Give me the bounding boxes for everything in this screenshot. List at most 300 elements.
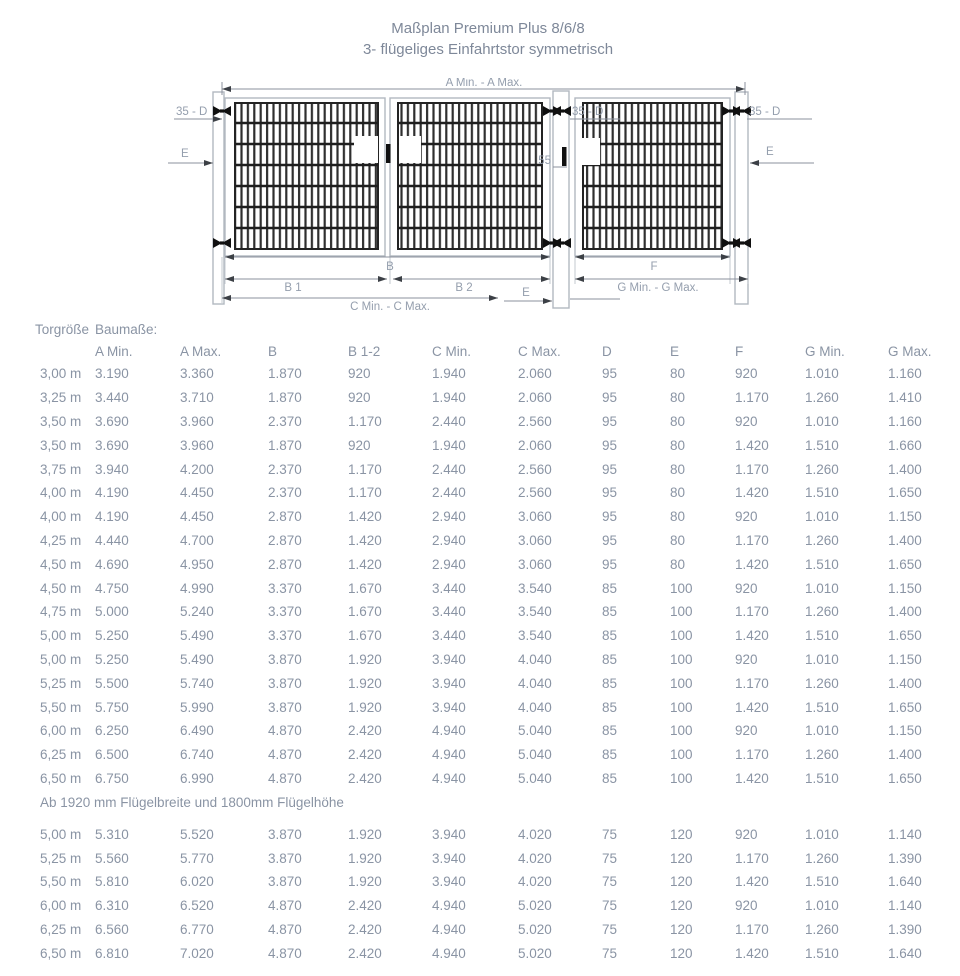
table-cell: 1.920 — [348, 651, 382, 667]
table-cell: 2.370 — [268, 485, 302, 501]
dim-label-e-right: E — [766, 146, 774, 158]
table-cell: 5.750 — [95, 699, 129, 715]
table-cell: 3.370 — [268, 628, 302, 644]
table-cell: 1.260 — [805, 850, 839, 866]
table-cell: 6.740 — [180, 747, 214, 763]
dimension-table — [35, 318, 960, 965]
table-cell: 1.150 — [888, 723, 922, 739]
table-cell: 4.040 — [518, 675, 552, 691]
table-cell: 1.400 — [888, 532, 922, 548]
table-cell: 80 — [670, 461, 686, 477]
table-cell: 1.400 — [888, 604, 922, 620]
table-cell: 6.520 — [180, 898, 214, 914]
table-body-2 — [35, 822, 960, 965]
table-cell: 4,00 m — [40, 509, 82, 525]
table-cell: 3.060 — [518, 532, 552, 548]
table-cell: 4,50 m — [40, 580, 82, 596]
table-cell: 1.650 — [888, 770, 922, 786]
table-cell: 6.810 — [95, 945, 129, 961]
table-cell: 3.710 — [180, 390, 214, 406]
table-cell: 4.440 — [95, 532, 129, 548]
table-cell: 3.690 — [95, 437, 129, 453]
table-cell: 1.260 — [805, 921, 839, 937]
table-cell: 100 — [670, 770, 693, 786]
table-cell: 5,00 m — [40, 826, 82, 842]
table-cell: 1.650 — [888, 556, 922, 572]
table-cell: 5,00 m — [40, 651, 82, 667]
table-cell: 920 — [735, 826, 758, 842]
table-header-columns — [35, 340, 960, 362]
table-cell: 100 — [670, 628, 693, 644]
table-cell: 1.510 — [805, 485, 839, 501]
table-cell: 1.010 — [805, 826, 839, 842]
table-cell: 5.250 — [95, 651, 129, 667]
table-cell: 6,25 m — [40, 921, 82, 937]
column-header: G Min. — [805, 343, 845, 359]
table-cell: 4.870 — [268, 945, 302, 961]
table-cell: 3.440 — [432, 628, 466, 644]
table-cell: 4.870 — [268, 898, 302, 914]
table-cell: 6.560 — [95, 921, 129, 937]
table-cell: 1.510 — [805, 874, 839, 890]
table-cell: 1.260 — [805, 532, 839, 548]
lock-bar-post — [562, 147, 567, 166]
table-cell: 3,25 m — [40, 390, 82, 406]
table-cell: 2.440 — [432, 413, 466, 429]
table-cell: 5.990 — [180, 699, 214, 715]
table-cell: 1.140 — [888, 898, 922, 914]
table-cell: 100 — [670, 604, 693, 620]
table-cell: 1.420 — [735, 699, 769, 715]
table-cell: 1.170 — [735, 532, 769, 548]
column-header: B 1-2 — [348, 343, 381, 359]
table-cell: 1.940 — [432, 437, 466, 453]
table-cell: 4.020 — [518, 850, 552, 866]
table-cell: 1.420 — [735, 556, 769, 572]
table-cell: 80 — [670, 366, 686, 382]
table-cell: 75 — [602, 850, 618, 866]
table-cell: 4.020 — [518, 874, 552, 890]
dim-label-55: 55 — [538, 155, 551, 167]
lock-bar-center — [386, 144, 391, 163]
table-cell: 1.010 — [805, 651, 839, 667]
table-cell: 1.870 — [268, 390, 302, 406]
table-cell: 920 — [735, 413, 758, 429]
table-cell: 6.310 — [95, 898, 129, 914]
table-cell: 3.540 — [518, 628, 552, 644]
table-cell: 3,75 m — [40, 461, 82, 477]
table-cell: 1.650 — [888, 628, 922, 644]
table-cell: 80 — [670, 390, 686, 406]
table-cell: 4,50 m — [40, 556, 82, 572]
table-cell: 1.510 — [805, 628, 839, 644]
table-cell: 2.420 — [348, 747, 382, 763]
table-row — [35, 894, 960, 918]
table-cell: 6.020 — [180, 874, 214, 890]
table-cell: 100 — [670, 747, 693, 763]
dim-label-e-bottom: E — [522, 287, 530, 299]
table-cell: 2.560 — [518, 413, 552, 429]
table-cell: 3.440 — [432, 580, 466, 596]
table-cell: 1.390 — [888, 921, 922, 937]
table-cell: 5.000 — [95, 604, 129, 620]
column-header: A Min. — [95, 343, 133, 359]
table-cell: 75 — [602, 921, 618, 937]
gate-diagram-svg — [168, 78, 816, 324]
table-cell: 2.370 — [268, 461, 302, 477]
right-post — [735, 92, 748, 304]
dim-label-d-mid: 35 - D — [572, 106, 604, 118]
table-cell: 2.940 — [432, 509, 466, 525]
table-cell: 1.170 — [348, 461, 382, 477]
table-cell: 3.960 — [180, 413, 214, 429]
column-header: E — [670, 343, 680, 359]
table-cell: 1.420 — [735, 874, 769, 890]
table-cell: 100 — [670, 675, 693, 691]
table-cell: 1.010 — [805, 509, 839, 525]
table-cell: 920 — [735, 651, 758, 667]
table-cell: 1.940 — [432, 366, 466, 382]
table-cell: 920 — [735, 366, 758, 382]
table-cell: 2.560 — [518, 461, 552, 477]
column-header: G Max. — [888, 343, 932, 359]
table-cell: 3.940 — [432, 699, 466, 715]
table-cell: 2.420 — [348, 921, 382, 937]
table-cell: 5.310 — [95, 826, 129, 842]
table-cell: 4.870 — [268, 723, 302, 739]
table-cell: 920 — [735, 898, 758, 914]
lock-cutout-wing-2 — [399, 136, 421, 163]
table-cell: 1.010 — [805, 723, 839, 739]
table-row — [35, 410, 960, 434]
column-header: B — [268, 343, 278, 359]
table-cell: 1.410 — [888, 390, 922, 406]
table-row — [35, 529, 960, 553]
middle-post — [553, 91, 569, 308]
table-cell: 3.690 — [95, 413, 129, 429]
table-cell: 1.010 — [805, 413, 839, 429]
table-cell: 4.940 — [432, 898, 466, 914]
table-row — [35, 481, 960, 505]
table-cell: 4.040 — [518, 699, 552, 715]
table-cell: 3.940 — [432, 850, 466, 866]
table-header-group — [35, 318, 960, 340]
table-row — [35, 576, 960, 600]
gate-drawing — [168, 78, 816, 329]
table-cell: 1.170 — [735, 390, 769, 406]
table-cell: 5.040 — [518, 723, 552, 739]
table-cell: 6,25 m — [40, 747, 82, 763]
table-cell: 3.870 — [268, 699, 302, 715]
dim-label-e-left: E — [181, 148, 189, 160]
table-cell: 95 — [602, 413, 618, 429]
table-cell: 5.020 — [518, 921, 552, 937]
table-cell: 5,25 m — [40, 675, 82, 691]
table-cell: 3.870 — [268, 850, 302, 866]
table-cell: 1.640 — [888, 874, 922, 890]
table-cell: 75 — [602, 898, 618, 914]
table-cell: 2.870 — [268, 532, 302, 548]
table-cell: 1.170 — [735, 461, 769, 477]
dim-label-d-right: 35 - D — [749, 106, 781, 118]
table-row — [35, 457, 960, 481]
table-cell: 4.750 — [95, 580, 129, 596]
table-cell: 95 — [602, 485, 618, 501]
table-row — [35, 719, 960, 743]
table-cell: 85 — [602, 604, 618, 620]
table-cell: 1.170 — [348, 485, 382, 501]
table-cell: 2.060 — [518, 366, 552, 382]
table-cell: 5.490 — [180, 628, 214, 644]
table-cell: 3.440 — [432, 604, 466, 620]
table-cell: 6.990 — [180, 770, 214, 786]
table-cell: 1.920 — [348, 826, 382, 842]
table-cell: 5.020 — [518, 898, 552, 914]
table-cell: 1.260 — [805, 675, 839, 691]
table-cell: 3.370 — [268, 580, 302, 596]
table-cell: 1.670 — [348, 580, 382, 596]
dim-label-b1: B 1 — [284, 282, 302, 294]
column-header: C Min. — [432, 343, 472, 359]
table-cell: 6.500 — [95, 747, 129, 763]
table-cell: 4.450 — [180, 485, 214, 501]
table-cell: 5.240 — [180, 604, 214, 620]
table-cell: 1.510 — [805, 945, 839, 961]
table-cell: 1.510 — [805, 770, 839, 786]
table-row — [35, 505, 960, 529]
table-row — [35, 743, 960, 767]
table-cell: 3.940 — [432, 675, 466, 691]
table-cell: 1.920 — [348, 874, 382, 890]
table-cell: 5.740 — [180, 675, 214, 691]
table-cell: 80 — [670, 532, 686, 548]
table-cell: 120 — [670, 921, 693, 937]
table-cell: 4.940 — [432, 921, 466, 937]
table-cell: 1.420 — [735, 485, 769, 501]
dim-label-g: G Min. - G Max. — [617, 282, 699, 294]
table-cell: 3.540 — [518, 580, 552, 596]
table-cell: 3.440 — [95, 390, 129, 406]
table-cell: 4.940 — [432, 945, 466, 961]
table-cell: 4,75 m — [40, 604, 82, 620]
table-cell: 3.360 — [180, 366, 214, 382]
table-cell: 100 — [670, 651, 693, 667]
table-cell: 1.170 — [348, 413, 382, 429]
table-cell: 5.520 — [180, 826, 214, 842]
table-cell: 1.870 — [268, 437, 302, 453]
table-cell: 1.420 — [735, 770, 769, 786]
table-cell: 95 — [602, 437, 618, 453]
table-row — [35, 822, 960, 846]
table-cell: 75 — [602, 826, 618, 842]
table-cell: 1.870 — [268, 366, 302, 382]
table-cell: 1.260 — [805, 390, 839, 406]
table-cell: 1.010 — [805, 366, 839, 382]
table-cell: 80 — [670, 413, 686, 429]
table-cell: 3.870 — [268, 651, 302, 667]
table-cell: 5.040 — [518, 770, 552, 786]
table-cell: 2.060 — [518, 390, 552, 406]
table-cell: 7.020 — [180, 945, 214, 961]
table-cell: 6.770 — [180, 921, 214, 937]
table-cell: 6,00 m — [40, 723, 82, 739]
table-cell: 5.500 — [95, 675, 129, 691]
table-cell: 1.400 — [888, 461, 922, 477]
table-cell: 1.420 — [348, 509, 382, 525]
table-cell: 3,50 m — [40, 437, 82, 453]
table-cell: 3.940 — [432, 826, 466, 842]
table-cell: 5,50 m — [40, 699, 82, 715]
table-cell: 1.160 — [888, 366, 922, 382]
table-cell: 4.690 — [95, 556, 129, 572]
table-cell: 4.190 — [95, 485, 129, 501]
table-cell: 5.020 — [518, 945, 552, 961]
table-cell: 80 — [670, 437, 686, 453]
table-cell: 3.870 — [268, 826, 302, 842]
table-cell: 4.870 — [268, 747, 302, 763]
table-cell: 2.870 — [268, 509, 302, 525]
table-cell: 120 — [670, 898, 693, 914]
table-row — [35, 941, 960, 965]
table-cell: 4.940 — [432, 723, 466, 739]
table-cell: 1.670 — [348, 604, 382, 620]
table-cell: 920 — [348, 390, 371, 406]
column-header-torgroesse: Torgröße — [35, 321, 90, 337]
table-cell: 80 — [670, 556, 686, 572]
table-cell: 85 — [602, 699, 618, 715]
table-cell: 5.250 — [95, 628, 129, 644]
table-row — [35, 624, 960, 648]
table-cell: 1.140 — [888, 826, 922, 842]
table-cell: 2.060 — [518, 437, 552, 453]
table-cell: 5.040 — [518, 747, 552, 763]
table-cell: 95 — [602, 556, 618, 572]
table-cell: 3.960 — [180, 437, 214, 453]
table-cell: 3.940 — [432, 874, 466, 890]
table-cell: 1.420 — [348, 532, 382, 548]
table-cell: 2.420 — [348, 898, 382, 914]
table-cell: 4,25 m — [40, 532, 82, 548]
table-row — [35, 918, 960, 942]
table-cell: 75 — [602, 945, 618, 961]
table-cell: 6.750 — [95, 770, 129, 786]
table-cell: 3.940 — [95, 461, 129, 477]
table-cell: 1.170 — [735, 850, 769, 866]
table-cell: 4.190 — [95, 509, 129, 525]
table-cell: 3.370 — [268, 604, 302, 620]
table-cell: 1.650 — [888, 699, 922, 715]
table-cell: 1.420 — [735, 628, 769, 644]
dim-label-f: F — [650, 261, 658, 273]
table-cell: 5.770 — [180, 850, 214, 866]
table-cell: 1.260 — [805, 747, 839, 763]
table-cell: 920 — [348, 366, 371, 382]
table-cell: 4.990 — [180, 580, 214, 596]
table-cell: 5.560 — [95, 850, 129, 866]
dim-label-b2: B 2 — [455, 282, 473, 294]
table-cell: 2.420 — [348, 770, 382, 786]
table-cell: 2.420 — [348, 945, 382, 961]
title-line-2: 3- flügeliges Einfahrtstor symmetrisch — [362, 41, 614, 58]
table-cell: 100 — [670, 699, 693, 715]
table-cell: 3.190 — [95, 366, 129, 382]
table-cell: 3,00 m — [40, 366, 82, 382]
table-cell: 80 — [670, 485, 686, 501]
table-cell: 95 — [602, 532, 618, 548]
column-header-baumasse: Baumaße: — [95, 321, 158, 337]
table-row — [35, 386, 960, 410]
table-cell: 100 — [670, 723, 693, 739]
table-cell: 1.510 — [805, 556, 839, 572]
table-cell: 2.420 — [348, 723, 382, 739]
table-row — [35, 870, 960, 894]
column-header: C Max. — [518, 343, 561, 359]
table-cell: 1.170 — [735, 604, 769, 620]
table-row — [35, 552, 960, 576]
table-cell: 920 — [735, 509, 758, 525]
table-cell: 100 — [670, 580, 693, 596]
table-cell: 2.940 — [432, 556, 466, 572]
table-cell: 1.670 — [348, 628, 382, 644]
table-cell: 920 — [348, 437, 371, 453]
table-cell: 3.060 — [518, 509, 552, 525]
table-row — [35, 671, 960, 695]
table-cell: 1.170 — [735, 921, 769, 937]
table-cell: 3.540 — [518, 604, 552, 620]
table-cell: 2.560 — [518, 485, 552, 501]
table-cell: 3.870 — [268, 874, 302, 890]
table-cell: 2.440 — [432, 485, 466, 501]
table-cell: 120 — [670, 874, 693, 890]
table-cell: 1.150 — [888, 509, 922, 525]
table-cell: 4.870 — [268, 770, 302, 786]
table-cell: 95 — [602, 366, 618, 382]
lock-cutout-wing-3 — [577, 138, 600, 165]
table-cell: 85 — [602, 651, 618, 667]
table-row — [35, 767, 960, 791]
table-cell: 1.400 — [888, 675, 922, 691]
table-cell: 920 — [735, 580, 758, 596]
table-cell: 5,50 m — [40, 874, 82, 890]
title-line-1: Maßplan Premium Plus 8/6/8 — [391, 20, 585, 37]
table-body-1 — [35, 362, 960, 790]
table-cell: 85 — [602, 747, 618, 763]
table-cell: 920 — [735, 723, 758, 739]
column-header: D — [602, 343, 612, 359]
table-cell: 1.400 — [888, 747, 922, 763]
table-cell: 85 — [602, 723, 618, 739]
table-row — [35, 648, 960, 672]
table-cell: 1.920 — [348, 850, 382, 866]
table-cell: 1.650 — [888, 485, 922, 501]
table-cell: 85 — [602, 770, 618, 786]
table-cell: 85 — [602, 675, 618, 691]
table-cell: 1.660 — [888, 437, 922, 453]
table-cell: 4.950 — [180, 556, 214, 572]
table-cell: 6,50 m — [40, 945, 82, 961]
table-cell: 6,00 m — [40, 898, 82, 914]
table-row — [35, 846, 960, 870]
table-cell: 120 — [670, 826, 693, 842]
table-cell: 80 — [670, 509, 686, 525]
table-cell: 1.920 — [348, 699, 382, 715]
table-cell: 3.940 — [432, 651, 466, 667]
table-cell: 85 — [602, 628, 618, 644]
table-cell: 4.200 — [180, 461, 214, 477]
table-cell: 1.640 — [888, 945, 922, 961]
column-header: F — [735, 343, 744, 359]
table-cell: 1.420 — [735, 437, 769, 453]
